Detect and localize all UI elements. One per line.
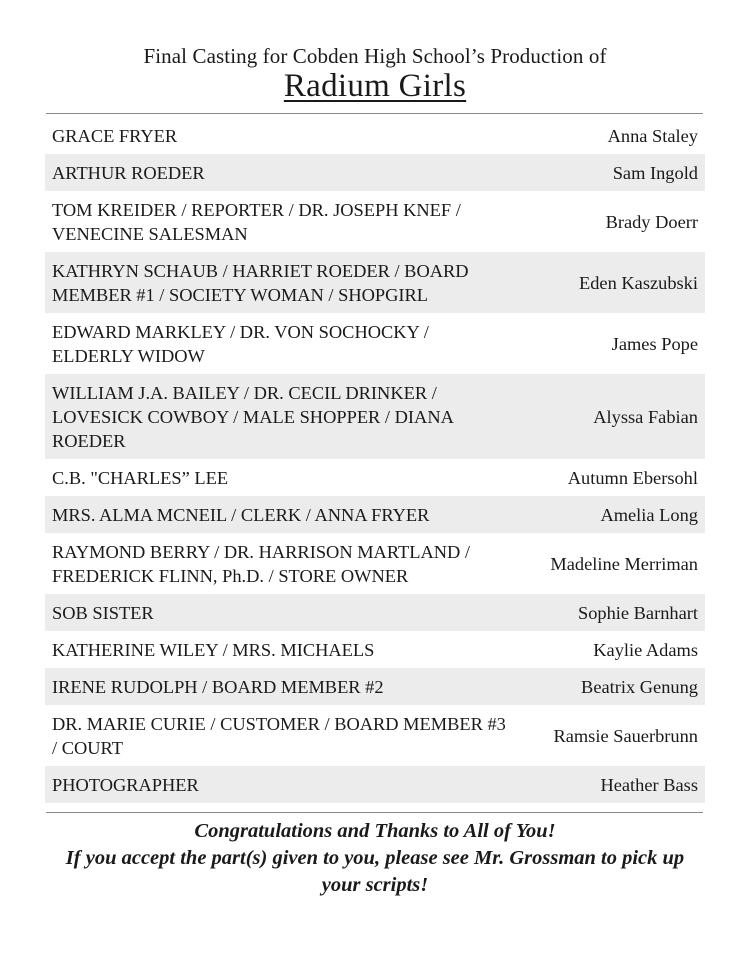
role-name: EDWARD MARKLEY / DR. VON SOCHOCKY / ELDERLY WIDOW bbox=[52, 321, 429, 366]
role-name: DR. MARIE CURIE / CUSTOMER / BOARD MEMBER #3 / COURT bbox=[52, 713, 506, 758]
role-name: MRS. ALMA MCNEIL / CLERK / ANNA FRYER bbox=[52, 504, 430, 525]
actor-name: Kaylie Adams bbox=[593, 639, 698, 660]
role-name: WILLIAM J.A. BAILEY / DR. CECIL DRINKER / LOVESICK COWBOY / MALE SHOPPER / DIANA ROEDER bbox=[52, 382, 453, 451]
top-divider bbox=[46, 113, 703, 114]
page-title: Radium Girls bbox=[283, 68, 467, 104]
cast-row bbox=[45, 374, 705, 459]
actor-name: Anna Staley bbox=[607, 125, 698, 146]
cast-row bbox=[45, 154, 705, 191]
role-name: IRENE RUDOLPH / BOARD MEMBER #2 bbox=[52, 676, 384, 697]
cast-row bbox=[45, 191, 705, 252]
actor-name: Heather Bass bbox=[600, 774, 698, 795]
cast-row bbox=[45, 705, 705, 766]
cast-row bbox=[45, 668, 705, 705]
role-name: TOM KREIDER / REPORTER / DR. JOSEPH KNEF / VENECINE SALESMAN bbox=[52, 199, 461, 244]
actor-name: Madeline Merriman bbox=[550, 553, 698, 574]
cast-row bbox=[45, 533, 705, 594]
role-name: PHOTOGRAPHER bbox=[52, 774, 199, 795]
instructions-line: If you accept the part(s) given to you, please see Mr. Grossman to pick up your scripts! bbox=[65, 847, 685, 896]
role-name: GRACE FRYER bbox=[52, 125, 178, 146]
role-name: KATHERINE WILEY / MRS. MICHAELS bbox=[52, 639, 375, 660]
actor-name: Amelia Long bbox=[600, 504, 698, 525]
footer-message bbox=[0, 818, 750, 899]
cast-row bbox=[45, 766, 705, 803]
role-name: C.B. "CHARLES” LEE bbox=[52, 467, 229, 488]
actor-name: Alyssa Fabian bbox=[593, 406, 698, 427]
actor-name: James Pope bbox=[611, 333, 698, 354]
role-name: KATHRYN SCHAUB / HARRIET ROEDER / BOARD MEMBER #1 / SOCIETY WOMAN / SHOPGIRL bbox=[52, 260, 469, 305]
actor-name: Ramsie Sauerbrunn bbox=[553, 725, 698, 746]
congratulations-line: Congratulations and Thanks to All of You! bbox=[194, 820, 556, 842]
cast-row bbox=[45, 459, 705, 496]
page-subtitle: Final Casting for Cobden High School’s Production of bbox=[143, 44, 607, 68]
cast-row bbox=[45, 631, 705, 668]
actor-name: Sam Ingold bbox=[612, 162, 698, 183]
actor-name: Autumn Ebersohl bbox=[567, 467, 698, 488]
bottom-divider bbox=[46, 812, 703, 813]
cast-row bbox=[45, 496, 705, 533]
role-name: ARTHUR ROEDER bbox=[52, 162, 205, 183]
cast-row bbox=[45, 313, 705, 374]
cast-list bbox=[45, 117, 705, 803]
cast-row bbox=[45, 594, 705, 631]
actor-name: Beatrix Genung bbox=[581, 676, 698, 697]
actor-name: Sophie Barnhart bbox=[577, 602, 698, 623]
role-name: RAYMOND BERRY / DR. HARRISON MARTLAND / FREDERICK FLINN, Ph.D. / STORE OWNER bbox=[52, 541, 471, 586]
cast-row bbox=[45, 117, 705, 154]
actor-name: Brady Doerr bbox=[605, 211, 698, 232]
role-name: SOB SISTER bbox=[52, 602, 154, 623]
actor-name: Eden Kaszubski bbox=[578, 272, 698, 293]
cast-row bbox=[45, 252, 705, 313]
